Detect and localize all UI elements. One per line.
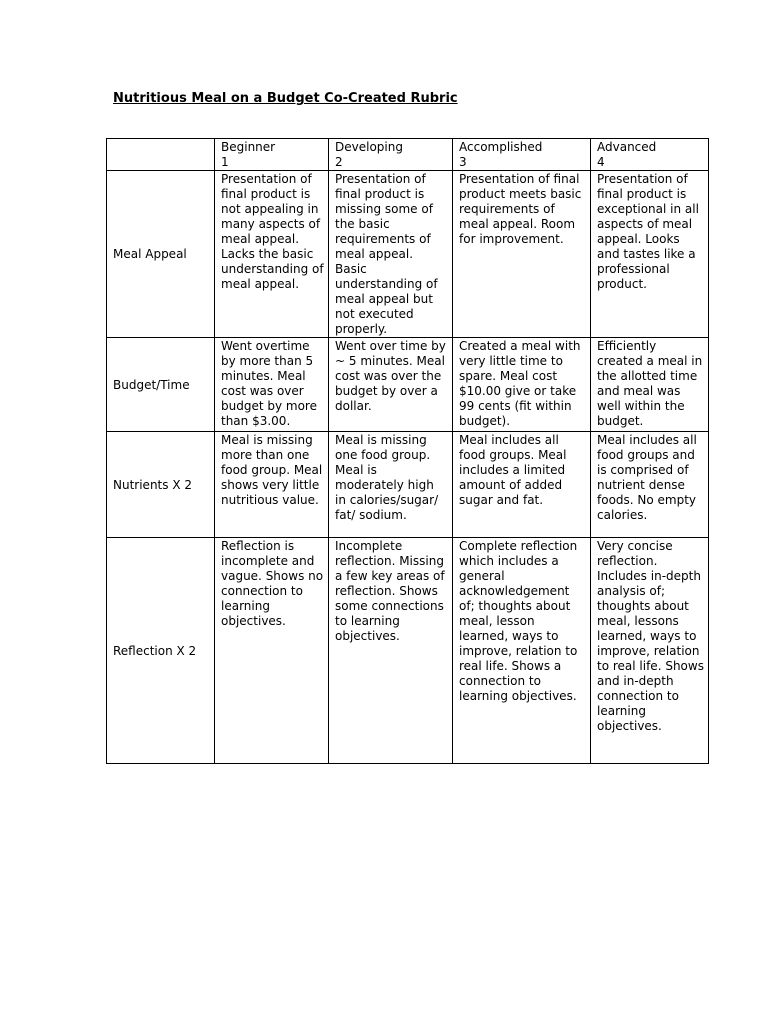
criterion-label: Budget/Time xyxy=(107,338,215,432)
rubric-cell: Went over time by ~ 5 minutes. Meal cost was over the budget by over a dollar. xyxy=(329,338,453,432)
rubric-cell: Presentation of final product is not appealing in many aspects of meal appeal. Lacks the basic understanding of meal appeal. xyxy=(215,171,329,338)
rubric-cell: Meal includes all food groups and is comprised of nutrient dense foods. No empty calories. xyxy=(591,432,709,538)
level-score: 1 xyxy=(221,155,229,169)
header-corner-cell xyxy=(107,139,215,171)
header-cell-accomplished xyxy=(453,139,591,171)
criterion-label: Reflection X 2 xyxy=(107,538,215,764)
rubric-cell: Presentation of final product is exceptional in all aspects of meal appeal. Looks and tastes like a professional product. xyxy=(591,171,709,338)
rubric-cell: Reflection is incomplete and vague. Shows no connection to learning objectives. xyxy=(215,538,329,764)
rubric-cell: Meal includes all food groups. Meal includes a limited amount of added sugar and fat. xyxy=(453,432,591,538)
level-name: Beginner xyxy=(221,140,276,154)
rubric-cell: Efficiently created a meal in the allotted time and meal was well within the budget. xyxy=(591,338,709,432)
header-cell-developing xyxy=(329,139,453,171)
level-name: Advanced xyxy=(597,140,657,154)
rubric-cell: Presentation of final product is missing some of the basic requirements of meal appeal. Basic understanding of meal appeal but not executed properly. xyxy=(329,171,453,338)
rubric-cell: Presentation of final product meets basic requirements of meal appeal. Room for improvement. xyxy=(453,171,591,338)
header-row xyxy=(107,139,709,171)
table-row-reflection xyxy=(107,538,709,764)
criterion-label: Nutrients X 2 xyxy=(107,432,215,538)
level-score: 3 xyxy=(459,155,467,169)
level-name: Developing xyxy=(335,140,403,154)
criterion-label: Meal Appeal xyxy=(107,171,215,338)
rubric-cell: Complete reflection which includes a general acknowledgement of; thoughts about meal, lesson learned, ways to improve, relation to real life. Shows a connection to learning objectives. xyxy=(453,538,591,764)
rubric-cell: Meal is missing one food group. Meal is moderately high in calories/sugar/ fat/ sodium. xyxy=(329,432,453,538)
level-score: 4 xyxy=(597,155,605,169)
rubric-cell: Went overtime by more than 5 minutes. Meal cost was over budget by more than $3.00. xyxy=(215,338,329,432)
table-row-budget-time xyxy=(107,338,709,432)
header-cell-beginner xyxy=(215,139,329,171)
rubric-cell: Created a meal with very little time to spare. Meal cost $10.00 give or take 99 cents (fit within budget). xyxy=(453,338,591,432)
level-name: Accomplished xyxy=(459,140,543,154)
rubric-table xyxy=(106,138,709,764)
header-cell-advanced xyxy=(591,139,709,171)
table-row-meal-appeal xyxy=(107,171,709,338)
document-title: Nutritious Meal on a Budget Co-Created Rubric xyxy=(113,91,458,106)
rubric-cell: Meal is missing more than one food group. Meal shows very little nutritious value. xyxy=(215,432,329,538)
rubric-cell: Incomplete reflection. Missing a few key areas of reflection. Shows some connections to learning objectives. xyxy=(329,538,453,764)
table-row-nutrients xyxy=(107,432,709,538)
rubric-cell: Very concise reflection. Includes in-depth analysis of; thoughts about meal, lessons learned, ways to improve, relation to real life. Shows and in-depth connection to learning objectives. xyxy=(591,538,709,764)
level-score: 2 xyxy=(335,155,343,169)
